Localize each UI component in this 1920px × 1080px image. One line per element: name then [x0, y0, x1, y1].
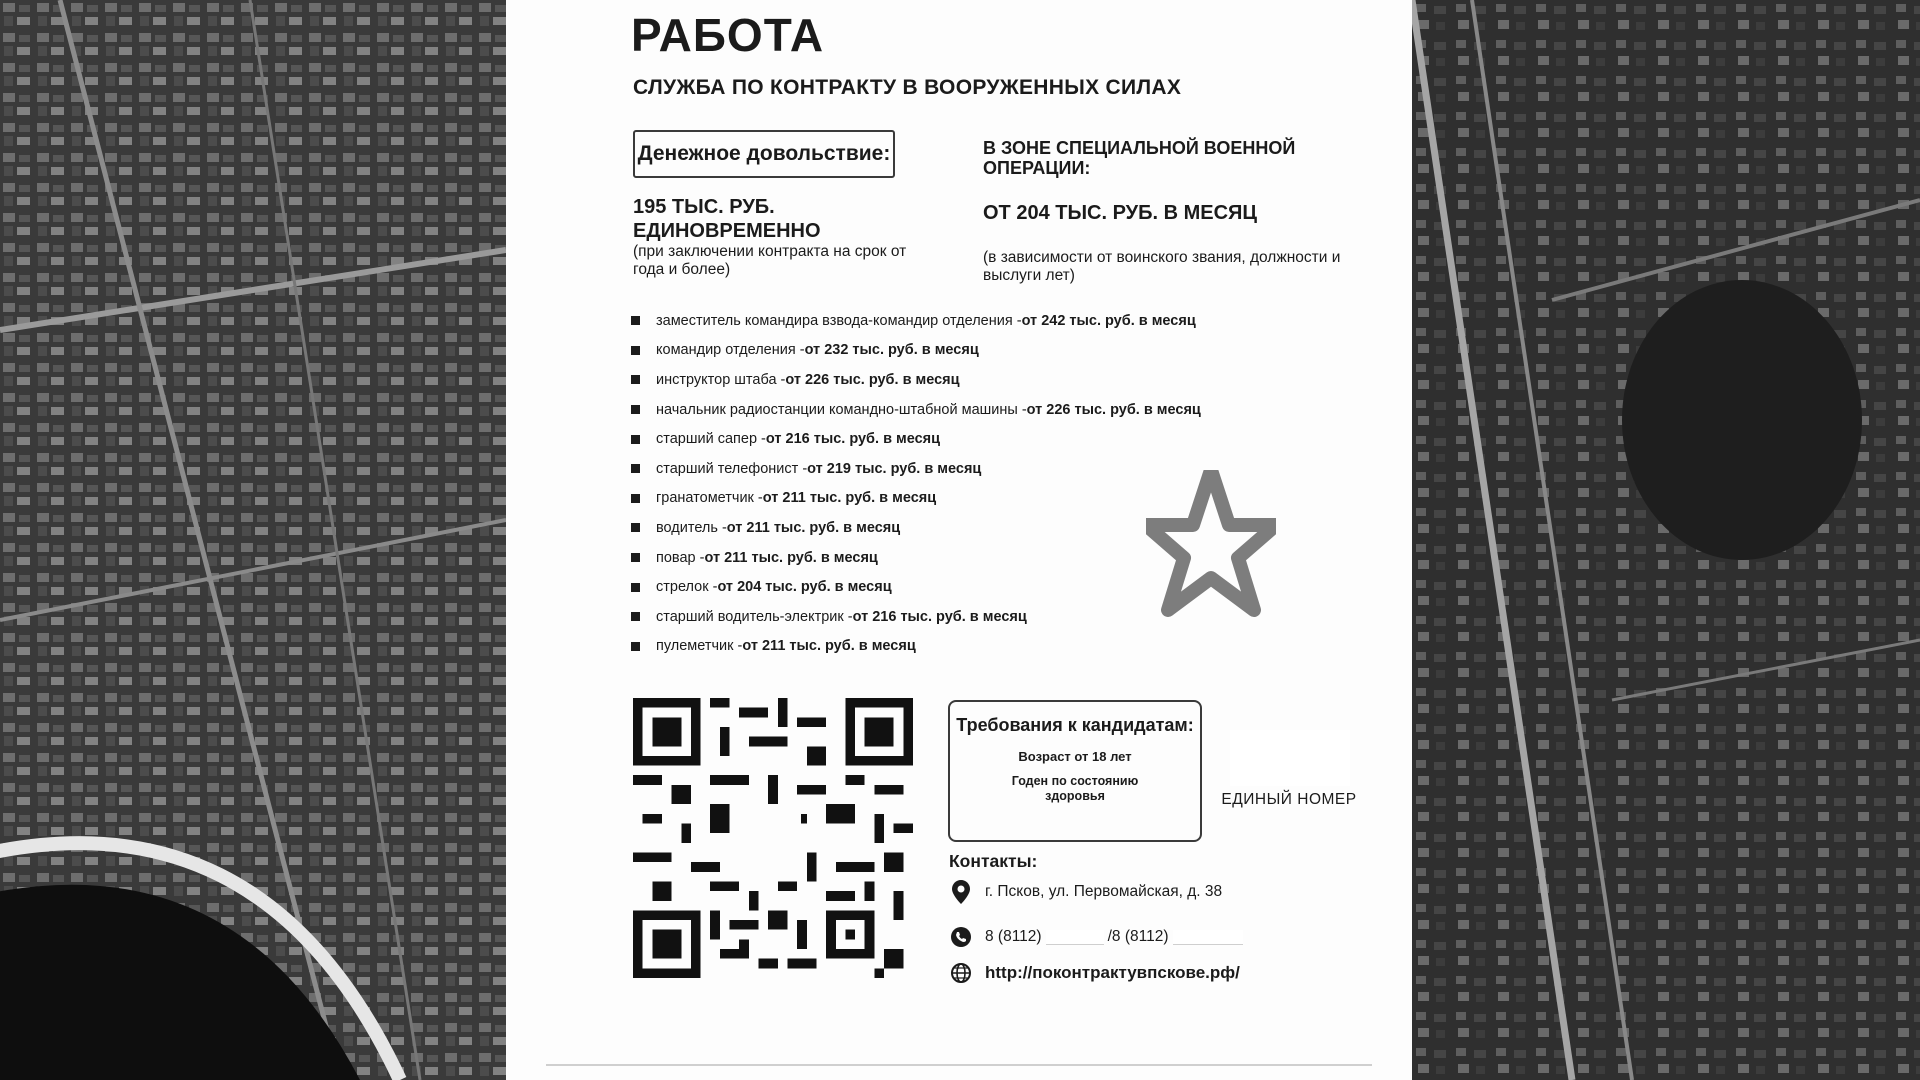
position-role: инструктор штаба -: [656, 371, 786, 388]
monthly-note: (в зависимости от воинского звания, должности и выслуги лет): [983, 249, 1341, 284]
globe-icon: [949, 961, 973, 985]
bullet: [631, 523, 640, 532]
bullet: [631, 553, 640, 562]
position-role: командир отделения -: [656, 342, 805, 359]
position-pay: от 226 тыс. руб. в месяц: [785, 371, 960, 388]
position-role: старший сапер -: [656, 431, 766, 448]
page-edge-line: [546, 1064, 1372, 1066]
phone-redaction-1: [1046, 930, 1104, 945]
unified-number-label: ЕДИНЫЙ НОМЕР: [1221, 791, 1357, 808]
map-background-left: [0, 0, 506, 1080]
bullet: [631, 375, 640, 384]
position-pay: от 211 тыс. руб. в месяц: [704, 549, 878, 566]
monthly-amount: ОТ 204 ТЫС. РУБ. В МЕСЯЦ: [983, 202, 1258, 224]
phone-separator: /: [1107, 928, 1112, 945]
position-pay: от 219 тыс. руб. в месяц: [807, 460, 982, 477]
list-item: [631, 424, 1371, 454]
map-background-right: [1412, 0, 1920, 1080]
requirements-box: [948, 700, 1202, 842]
position-pay: от 211 тыс. руб. в месяц: [726, 519, 901, 536]
website-link[interactable]: http://поконтрактувпскове.рф/: [985, 963, 1240, 982]
flyer-title: РАБОТА: [631, 9, 825, 61]
position-role: повар -: [656, 549, 705, 566]
phone-prefix-1: 8 (8112): [985, 928, 1042, 945]
requirement-health: Годен по состоянию здоровья: [1011, 774, 1139, 803]
position-pay: от 204 тыс. руб. в месяц: [717, 579, 892, 596]
contacts-title: Контакты:: [949, 851, 1038, 871]
bullet: [631, 405, 640, 414]
contact-address: [949, 880, 1222, 904]
position-role: заместитель командира взвода-командир отделения -: [656, 312, 1022, 329]
qr-redaction: [737, 811, 801, 863]
address-text: г. Псков, ул. Первомайская, д. 38: [985, 883, 1223, 900]
phone-redaction-2: [1173, 930, 1243, 945]
list-item: [631, 395, 1371, 425]
position-pay: от 232 тыс. руб. в месяц: [804, 342, 979, 359]
position-pay: от 216 тыс. руб. в месяц: [852, 608, 1027, 625]
position-role: старший водитель-электрик -: [656, 608, 853, 625]
position-pay: от 216 тыс. руб. в месяц: [765, 431, 941, 448]
position-pay: от 242 тыс. руб. в месяц: [1021, 312, 1196, 329]
position-pay: от 211 тыс. руб. в месяц: [742, 638, 916, 655]
position-role: пулеметчик -: [656, 638, 743, 655]
one-time-note: (при заключении контракта на срок от года и более): [633, 243, 907, 278]
list-item: [631, 336, 1371, 366]
position-pay: от 211 тыс. руб. в месяц: [762, 490, 937, 507]
bullet: [631, 435, 640, 444]
list-item: [631, 365, 1371, 395]
contact-phone: [949, 925, 1247, 949]
army-star-emblem: [1146, 470, 1276, 640]
phone-prefix-2: 8 (8112): [1111, 928, 1169, 945]
position-role: стрелок -: [656, 579, 718, 596]
position-pay: от 226 тыс. руб. в месяц: [1026, 401, 1201, 418]
unified-number-redaction: [1230, 730, 1350, 786]
position-role: гранатометчик -: [656, 490, 763, 507]
bullet: [631, 583, 640, 592]
flyer-subtitle: СЛУЖБА ПО КОНТРАКТУ В ВООРУЖЕННЫХ СИЛАХ: [633, 76, 1182, 99]
position-role: водитель -: [656, 519, 727, 536]
map-pin-icon: [949, 880, 973, 904]
position-role: старший телефонист -: [656, 460, 808, 477]
one-time-amount: 195 ТЫС. РУБ. ЕДИНОВРЕМЕННО: [633, 196, 821, 242]
requirements-title: Требования к кандидатам:: [956, 715, 1194, 735]
bullet: [631, 642, 640, 651]
pay-label: Денежное довольствие:: [637, 142, 891, 165]
pay-label-box: [633, 130, 895, 178]
bullet: [631, 346, 640, 355]
bullet: [631, 316, 640, 325]
bullet: [631, 494, 640, 503]
phone-icon: [949, 925, 973, 949]
recruitment-flyer: [506, 0, 1412, 1080]
contact-website: [949, 961, 1240, 985]
bullet: [631, 464, 640, 473]
requirement-age: Возраст от 18 лет: [1018, 749, 1132, 764]
position-role: начальник радиостанции командно-штабной машины -: [656, 401, 1027, 418]
list-item: [631, 306, 1371, 336]
bullet: [631, 612, 640, 621]
zone-heading: В ЗОНЕ СПЕЦИАЛЬНОЙ ВОЕННОЙ ОПЕРАЦИИ:: [983, 138, 1296, 178]
